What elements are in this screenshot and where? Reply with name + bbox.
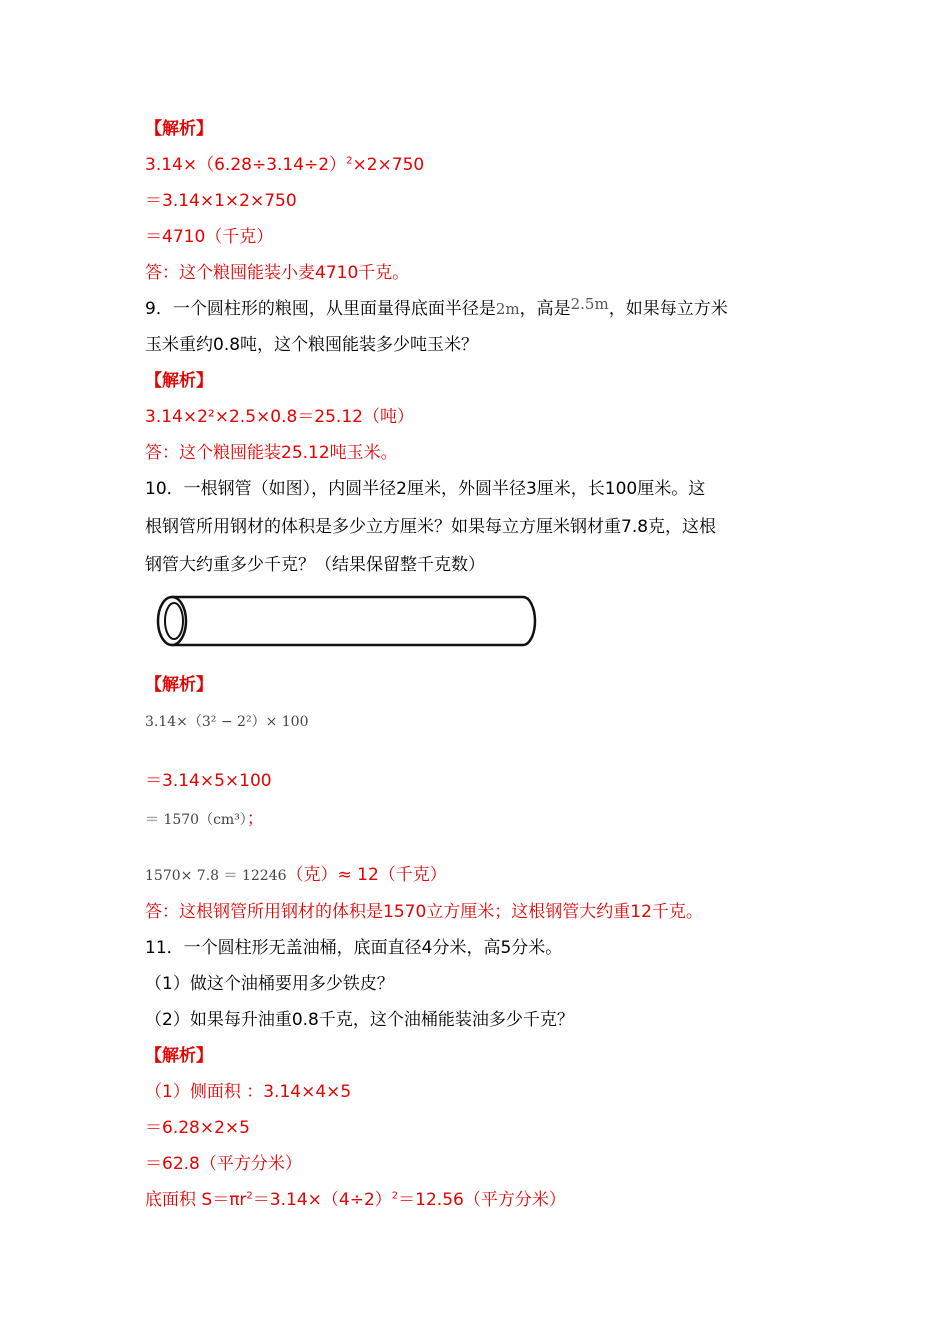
- q8-calc-line1-sup: 2: [346, 155, 353, 167]
- q10-calc-line4-a: 1570× 7.8 ＝ 12246: [145, 868, 287, 884]
- q9-text-c: ，如果每立方米: [608, 299, 728, 319]
- q8-calc-line1-b: ×2×750: [352, 155, 425, 175]
- q9-radius: 2m: [495, 300, 520, 318]
- q10-calc-line1: 3.14×（3² − 2²）× 100: [145, 714, 309, 730]
- q11-calc-line4-b: ＝3.14×（4÷2）: [252, 1190, 392, 1210]
- q10-calc-line3-a: ＝ 1570（cm³）: [145, 812, 247, 828]
- q8-calc-line3: ＝4710（千克）: [145, 227, 274, 247]
- q10-answer: 答：这根钢管所用钢材的体积是1570立方厘米；这根钢管大约重12千克。: [145, 902, 703, 922]
- q11-calc-line4-a: 底面积 S＝πr: [145, 1190, 247, 1210]
- analysis-label: 【解析】: [145, 119, 213, 139]
- analysis-label: 【解析】: [145, 1046, 213, 1066]
- q11-calc-line3: ＝62.8（平方分米）: [145, 1154, 302, 1174]
- q10-calc-line2: ＝3.14×5×100: [145, 771, 272, 791]
- q9-question-line2: 玉米重约0.8吨，这个粮囤能装多少吨玉米？: [145, 335, 479, 355]
- q8-calc-line1: [145, 153, 424, 177]
- q11-calc-line2: ＝6.28×2×5: [145, 1118, 250, 1138]
- q9-question-line1: [145, 297, 728, 321]
- q10-calc-line4-b: （克）≈ 12: [286, 865, 379, 885]
- analysis-label: 【解析】: [145, 675, 213, 695]
- q11-subquestion-1: （1）做这个油桶要用多少铁皮？: [145, 974, 394, 994]
- analysis-label: 【解析】: [145, 371, 213, 391]
- steel-pipe-figure: [150, 592, 540, 650]
- q10-calc-line4-c: （千克）: [378, 865, 447, 885]
- q10-calc-line4: [145, 863, 447, 888]
- q10-calc-line3-b: ；: [246, 809, 264, 829]
- q11-subquestion-2: （2）如果每升油重0.8千克，这个油桶能装油多少千克？: [145, 1010, 574, 1030]
- q9-height: 2.5m: [570, 295, 609, 313]
- q11-calc-line4-c: ＝12.56（平方分米）: [398, 1190, 566, 1210]
- q11-calc-line1: （1）侧面积 ：3.14×4×5: [145, 1082, 352, 1102]
- q9-answer: 答：这个粮囤能装25.12吨玉米。: [145, 443, 398, 463]
- q10-question-line1: 10．一根钢管（如图），内圆半径2厘米，外圆半径3厘米，长100厘米。这: [145, 479, 706, 499]
- q10-question-line3: 钢管大约重多少千克？（结果保留整千克数）: [145, 555, 485, 575]
- q8-calc-line1-a: 3.14×（6.28÷3.14÷2）: [145, 155, 347, 175]
- q9-text-b: ，高是: [519, 299, 571, 319]
- q9-text-a: 9．一个圆柱形的粮囤，从里面量得底面半径是: [145, 299, 496, 319]
- q8-calc-line2: ＝3.14×1×2×750: [145, 191, 297, 211]
- q10-calc-line3: [145, 807, 264, 832]
- q11-calc-line4-sup2: 2: [391, 1190, 399, 1202]
- q8-answer: 答：这个粮囤能装小麦4710千克。: [145, 263, 410, 283]
- pipe-inner-rim: [165, 603, 183, 639]
- q11-calc-line4-sup1: 2: [246, 1190, 253, 1202]
- q11-question-line1: 11．一个圆柱形无盖油桶，底面直径4分米，高5分米。: [145, 938, 563, 958]
- pipe-body: [172, 597, 535, 645]
- q10-question-line2: 根钢管所用钢材的体积是多少立方厘米？如果每立方厘米钢材重7.8克，这根: [145, 517, 717, 537]
- q11-calc-line4: [145, 1188, 566, 1212]
- q9-calc: 3.14×2²×2.5×0.8＝25.12（吨）: [145, 407, 414, 427]
